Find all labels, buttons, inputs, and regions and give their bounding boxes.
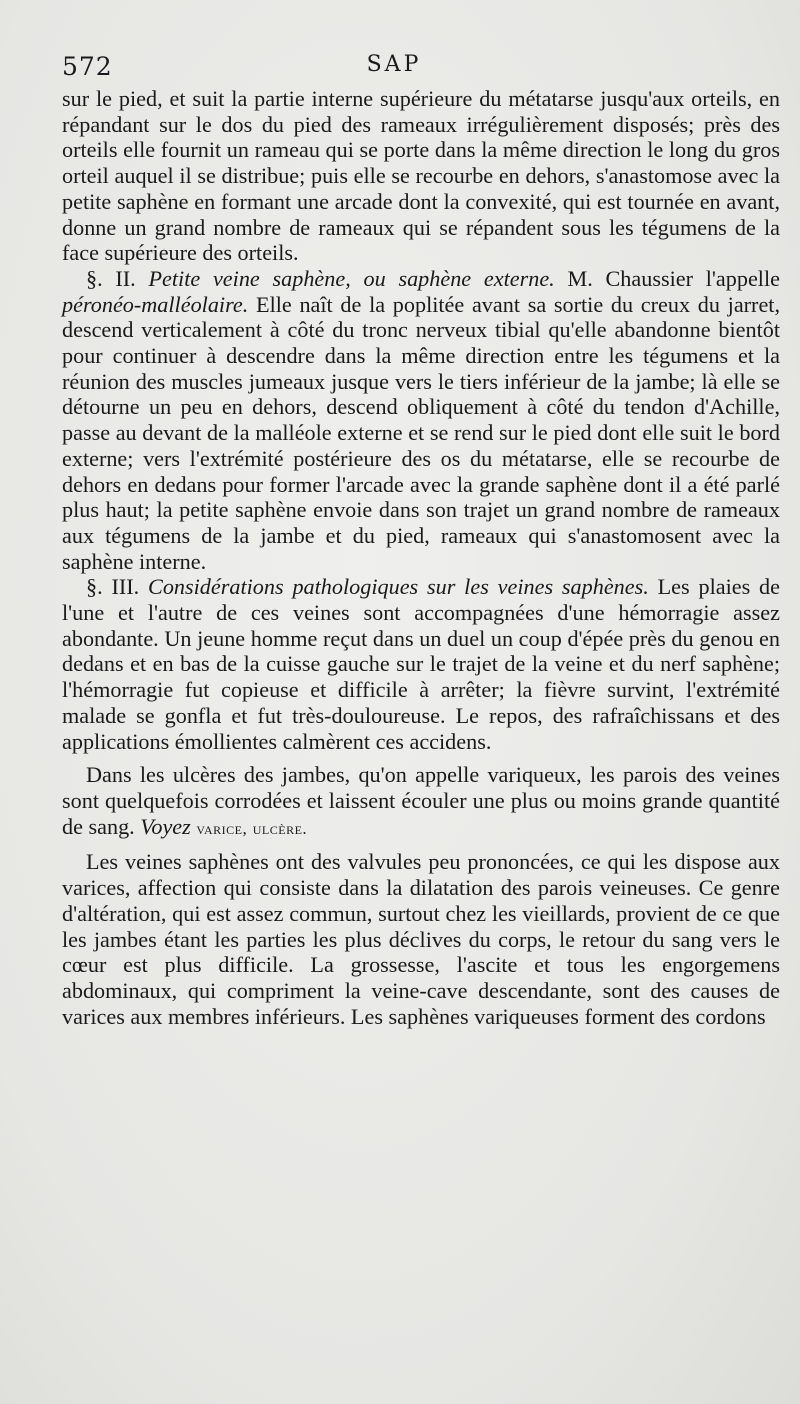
section-2-text-a: M. Chaussier l'appelle: [567, 265, 780, 291]
body-text: [62, 86, 780, 1029]
paragraph-ulcers-text: Dans les ulcères des jambes, qu'on appelle variqueux, les parois des veines sont quelquefois corrodées et laissent écouler une plus ou moins grande quantité de sang.: [62, 762, 780, 839]
section-2-term: péronéo-malléolaire.: [62, 291, 249, 317]
section-3-number: §. III.: [86, 574, 140, 600]
paragraph-continuation: sur le pied, et suit la partie interne supérieure du métatarse jusqu'aux orteils, en répandant sur le dos du pied des rameaux irrégulièrement disposés; près des orteils elle fournit un rameau qui se porte dans la même direction le long du gros orteil auquel il se distribue; puis elle se recourbe en dehors, s'anastomose avec la petite saphène en formant une arcade dont la convexité, qui est tournée en avant, donne un grand nombre de rameaux qui se répandent sous les tégumens de la face supérieure des orteils.: [62, 86, 780, 266]
section-2-text-b: Elle naît de la poplitée avant sa sortie du creux du jarret, descend verticalement à côté du tronc nerveux tibial qu'elle abandonne bientôt pour continuer à descendre dans la même direction entre les tégumens et la réunion des muscles jumeaux jusque vers le tiers inférieur de la jambe; là elle se détourne un peu en dehors, descend obliquement à côté du tendon d'Achille, passe au devant de la malléole externe et se rend sur le pied dont elle suit le bord externe; vers l'extrémité postérieure des os du métatarse, elle se recourbe de dehors en dedans pour former l'arcade avec la grande saphène dont il a été parlé plus haut; la petite saphène envoie dans son trajet un grand nombre de rameaux aux tégumens de la jambe et du pied, rameaux qui s'anastomosent avec la saphène interne.: [62, 291, 781, 574]
paragraph-ulcers: [62, 762, 780, 841]
section-2-title: Petite veine saphène, ou saphène externe.: [148, 265, 555, 291]
cross-reference-varice: varice,: [196, 818, 248, 838]
section-3-text: Les plaies de l'une et l'autre de ces veines sont accompagnées d'une hémorragie assez abondante. Un jeune homme reçut dans un duel un coup d'épée près du genou en dedans et en bas de la cuisse gauche sur le trajet de la veine et du nerf saphène; l'hémorragie fut copieuse et difficile à arrêter; la fièvre survint, l'extrémité malade se gonfla et fut très-douloureuse. Le repos, des rafraîchissans et des applications émollientes calmèrent ces accidens.: [62, 574, 781, 754]
see-also-label: Voyez: [140, 813, 191, 839]
page-number: 572: [62, 52, 113, 81]
running-title: SAP: [366, 52, 422, 77]
paragraph-valvules: Les veines saphènes ont des valvules peu prononcées, ce qui les dispose aux varices, affection qui consiste dans la dilatation des parois veineuses. Ce genre d'altération, qui est assez commun, surtout chez les vieillards, provient de ce que les jambes étant les parties les plus déclives du corps, le retour du sang vers le cœur est plus difficile. La grossesse, l'ascite et tous les engorgemens abdominaux, qui compriment la veine-cave descendante, sont des causes de varices aux membres inférieurs. Les saphènes variqueuses forment des cordons: [62, 849, 780, 1029]
section-2-paragraph: [62, 266, 780, 574]
running-head: [62, 52, 780, 84]
section-2-number: §. II.: [86, 265, 136, 291]
section-3-title: Considérations pathologiques sur les veines saphènes.: [148, 574, 649, 600]
cross-reference-ulcere: ulcère.: [252, 818, 308, 838]
section-3-paragraph: [62, 574, 780, 754]
